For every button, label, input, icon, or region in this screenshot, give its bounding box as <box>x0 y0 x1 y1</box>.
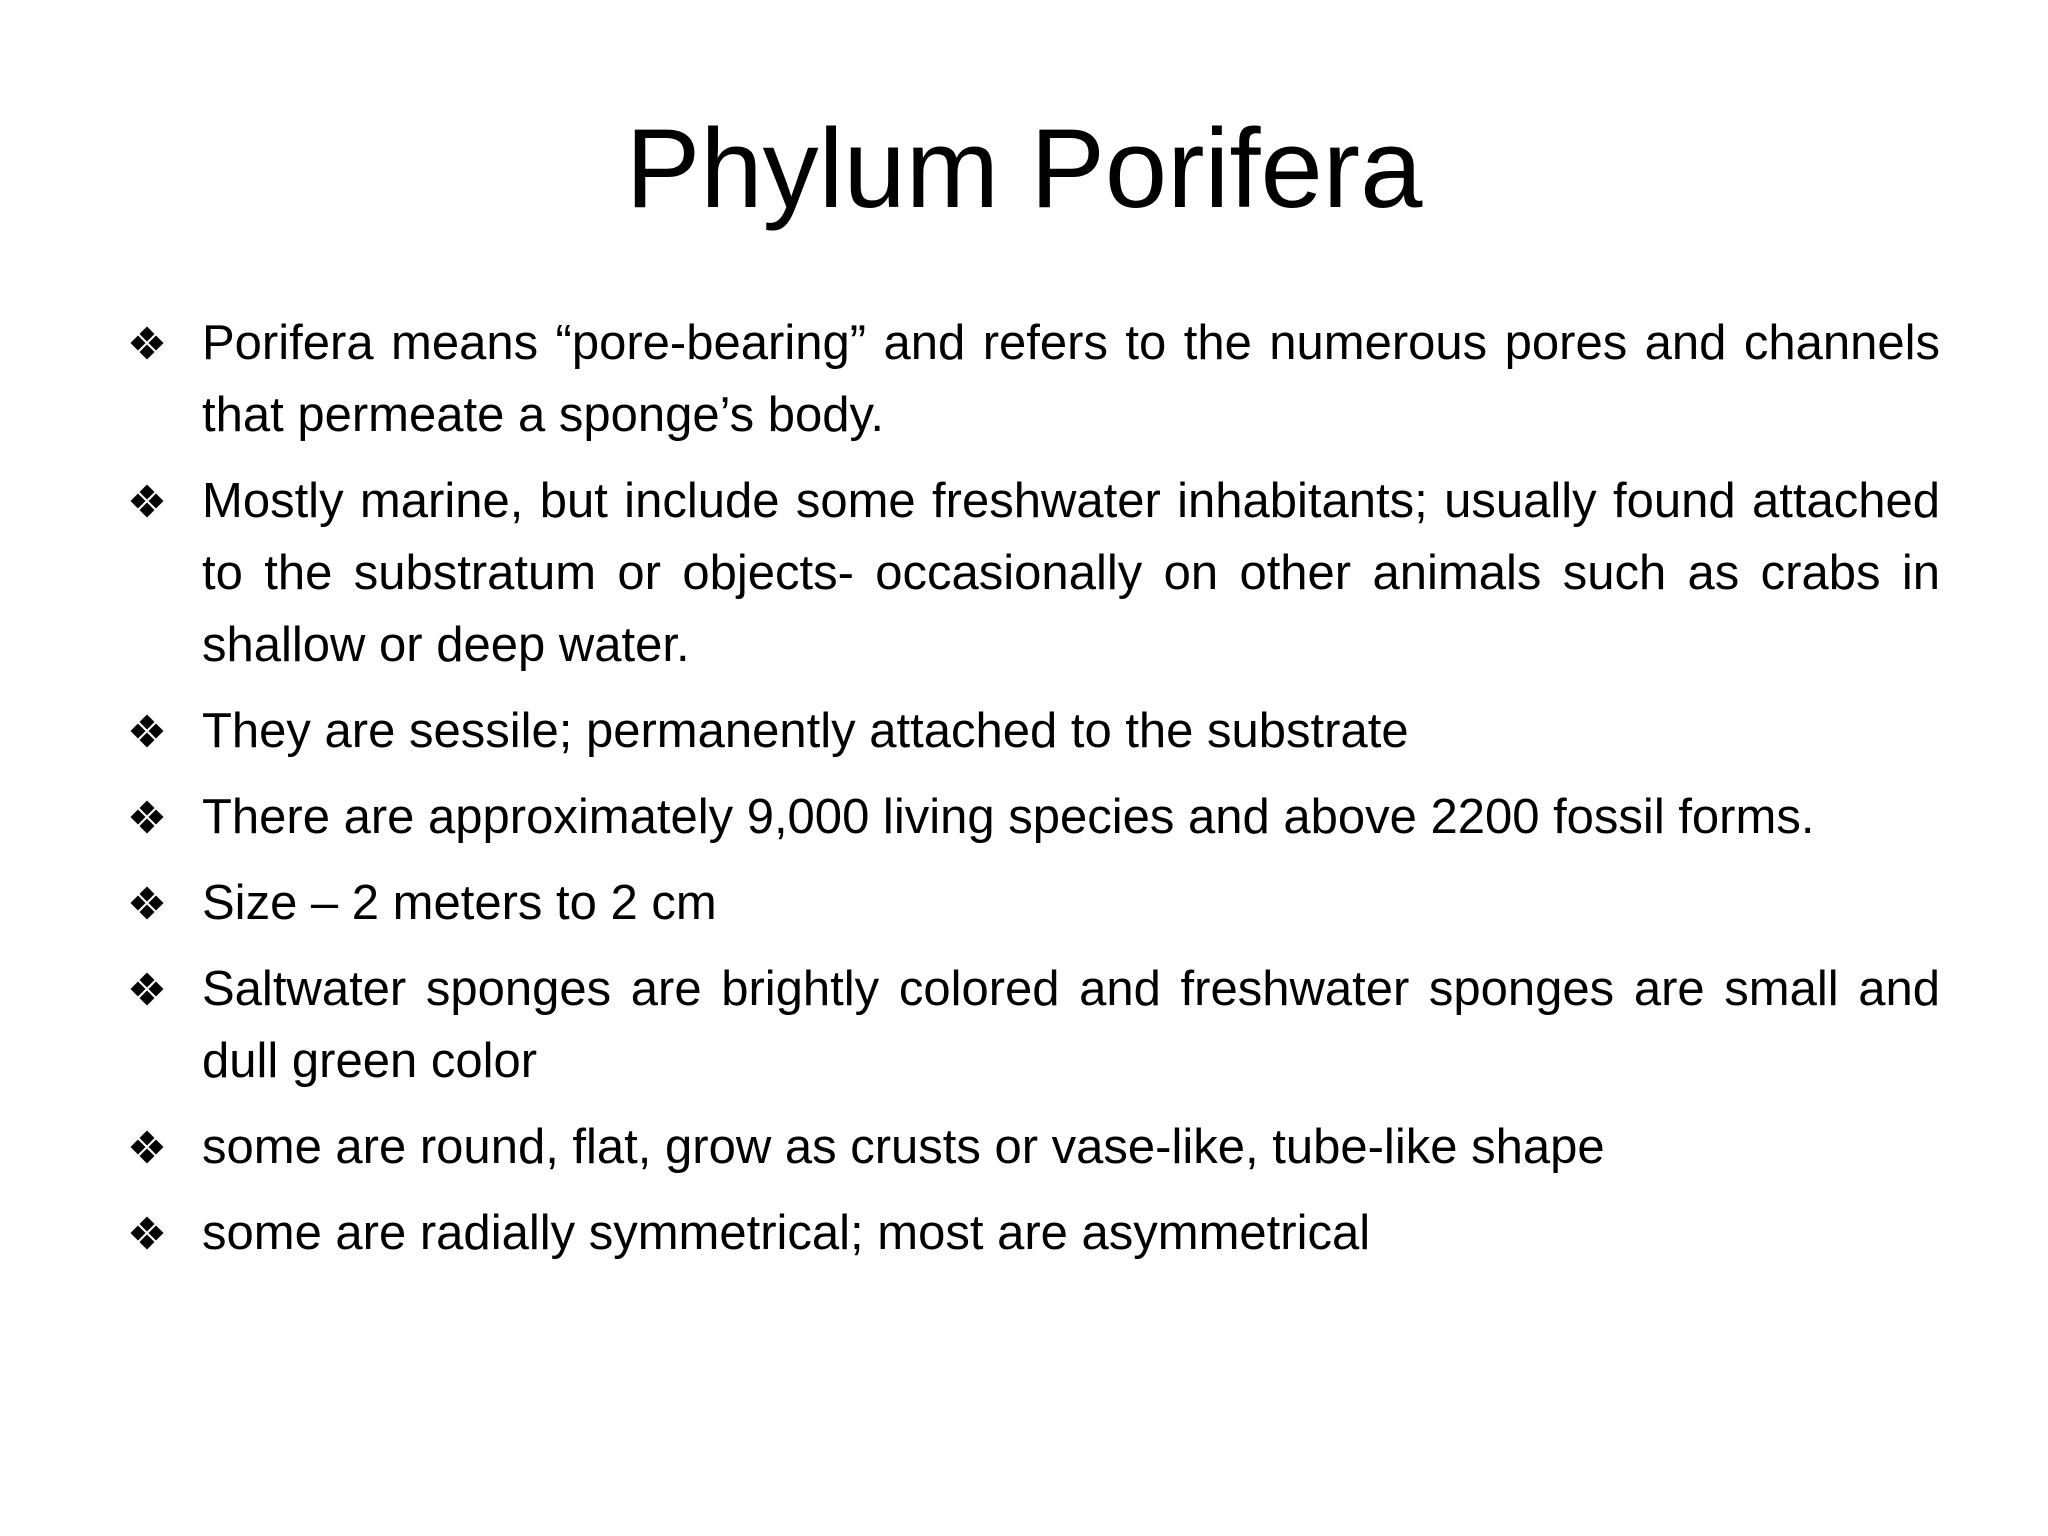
bullet-text: some are radially symmetrical; most are asymmetrical <box>202 1206 1371 1260</box>
bullet-item <box>130 307 1940 451</box>
diamond-cluster-svg <box>130 800 164 834</box>
diamond-cluster-svg <box>130 972 164 1006</box>
diamond-cluster-svg <box>130 484 164 518</box>
diamond-cluster-svg <box>130 326 164 360</box>
bullet-text: Porifera means “pore-bearing” and refers to the numerous pores and channels that permeate a sponge’s body. <box>202 316 1940 442</box>
bullet-text: some are round, flat, grow as crusts or vase-like, tube-like shape <box>202 1120 1605 1174</box>
diamond-cluster-icon <box>130 953 202 1025</box>
diamond-cluster-svg <box>130 714 164 748</box>
bullet-text: Mostly marine, but include some freshwater inhabitants; usually found attached to the substratum or objects- occasionally on other animals such as crabs in shallow or deep water. <box>202 474 1940 672</box>
diamond-cluster-icon <box>130 695 202 767</box>
diamond-cluster-icon <box>130 1111 202 1183</box>
bullet-item <box>130 1197 1940 1269</box>
bullet-item <box>130 1111 1940 1183</box>
diamond-cluster-svg <box>130 886 164 920</box>
diamond-cluster-icon <box>130 867 202 939</box>
diamond-cluster-icon <box>130 307 202 379</box>
diamond-cluster-icon <box>130 781 202 853</box>
bullet-text: They are sessile; permanently attached to the substrate <box>202 704 1409 758</box>
bullet-item <box>130 465 1940 681</box>
bullet-text: Saltwater sponges are brightly colored and freshwater sponges are small and dull green color <box>202 962 1940 1088</box>
bullet-item <box>130 867 1940 939</box>
bullet-item <box>130 781 1940 853</box>
bullet-item <box>130 953 1940 1097</box>
bullet-text: Size – 2 meters to 2 cm <box>202 876 717 930</box>
bullet-item <box>130 695 1940 767</box>
diamond-cluster-svg <box>130 1216 164 1250</box>
bullet-list <box>130 307 1940 1283</box>
diamond-cluster-icon <box>130 465 202 537</box>
bullet-text: There are approximately 9,000 living species and above 2200 fossil forms. <box>202 790 1815 844</box>
slide-title: Phylum Porifera <box>625 106 1423 231</box>
diamond-cluster-svg <box>130 1130 164 1164</box>
diamond-cluster-icon <box>130 1197 202 1269</box>
